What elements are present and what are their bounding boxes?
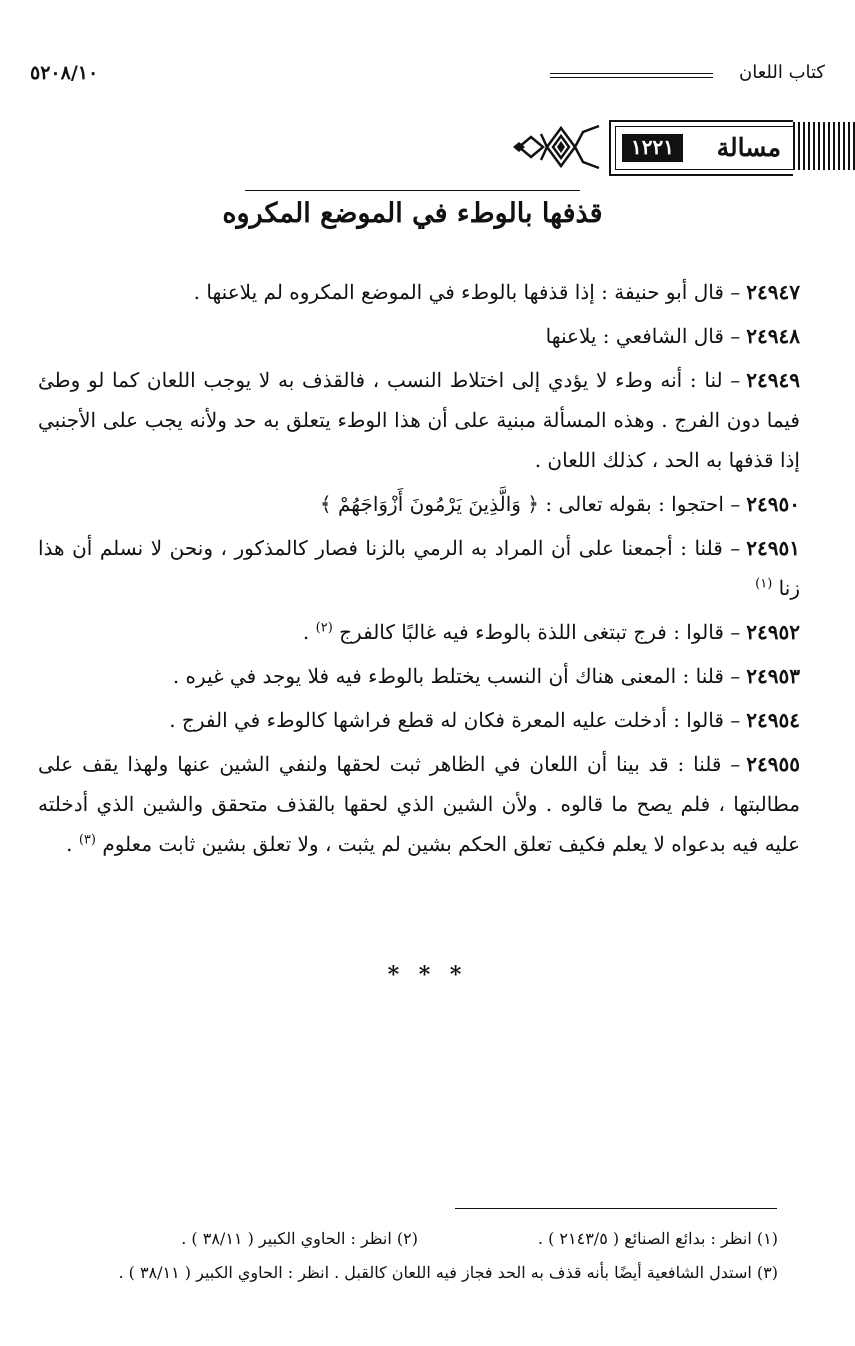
paragraph-text: – لنا : أنه وطء لا يؤدي إلى اختلاط النسب ، فالقذف به لا يوجب اللعان كما لو وطئ فيما دون الفرج . وهذه المسألة مبنية على أن هذا الوطء يتعلق به حد ولأنه يجب على الأجنبي إذا قذفها به الحد ، كذلك اللعان .	[38, 368, 800, 472]
footnote-row	[38, 1222, 778, 1256]
paragraph-number: ٢٤٩٤٧	[746, 280, 800, 304]
paragraph-text: – قلنا : المعنى هناك أن النسب يختلط بالوطء فيه فلا يوجد في غيره .	[172, 664, 741, 688]
section-separator: * * *	[387, 962, 468, 988]
footnote-2: (٢) انظر : الحاوي الكبير ( ٣٨/١١ ) .	[181, 1229, 418, 1248]
footnote-rule	[455, 1208, 777, 1209]
title-rule	[245, 190, 580, 191]
paragraph	[38, 656, 800, 696]
book-title: كتاب اللعان	[739, 62, 825, 83]
paragraph-number: ٢٤٩٥١	[746, 536, 800, 560]
footnote-reference: (١)	[755, 576, 773, 592]
chapter-title: قذفها بالوطء في الموضع المكروه	[222, 198, 603, 229]
quran-verse: ﴿ وَالَّذِينَ يَرْمُونَ أَزْوَاجَهُمْ ﴾	[319, 492, 539, 516]
paragraph	[38, 484, 800, 524]
paragraph-number: ٢٤٩٥٢	[746, 620, 800, 644]
paragraph	[38, 744, 800, 864]
paragraph	[38, 360, 800, 480]
ornament-icon	[511, 120, 611, 174]
footnote-1: (١) انظر : بدائع الصنائع ( ٢١٤٣/٥ ) .	[537, 1229, 778, 1248]
banner-stripes	[793, 122, 855, 170]
paragraph	[38, 612, 800, 652]
footnote-3: (٣) استدل الشافعية أيضًا بأنه قذف به الحد فجاز فيه اللعان كالقبل . انظر : الحاوي الكبير ( ٣٨/١١ ) .	[118, 1263, 778, 1282]
paragraph-text: – قال أبو حنيفة : إذا قذفها بالوطء في الموضع المكروه لم يلاعنها .	[193, 280, 741, 304]
footnote-reference: (٣)	[78, 832, 96, 848]
paragraph	[38, 528, 800, 608]
paragraph-text: – قلنا : قد بينا أن اللعان في الظاهر ثبت لحقها ولنفي الشين عنها ولهذا يقف على مطالبتها ، فلم يصح ما قالوه . ولأن الشين الذي لحقها بالقذف متحقق والشين الذي أدخلته عليه فيه بدعواه لا يعلم فكيف تعلق الحكم بشين لم يثبت ، ولا تعلق بشين ثابت معلوم	[38, 752, 800, 856]
main-text	[38, 272, 800, 864]
masala-number: ١٢٢١	[622, 134, 683, 162]
page-reference: ٥٢٠٨/١٠	[30, 62, 99, 84]
paragraph	[38, 700, 800, 740]
paragraph	[38, 272, 800, 312]
footnote-reference: (٢)	[315, 620, 333, 636]
paragraph-number: ٢٤٩٤٩	[746, 368, 800, 392]
paragraph-number: ٢٤٩٥٣	[746, 664, 800, 688]
footnote-row	[38, 1256, 778, 1290]
paragraph-text: – قلنا : أجمعنا على أن المراد به الرمي بالزنا فصار كالمذكور ، ونحن لا نسلم أن هذا زنا	[38, 536, 800, 600]
paragraph-number: ٢٤٩٥٠	[746, 492, 800, 516]
running-header	[30, 62, 825, 92]
banner-frame	[609, 120, 793, 176]
header-rule	[550, 73, 713, 78]
paragraph-number: ٢٤٩٥٤	[746, 708, 800, 732]
paragraph-number: ٢٤٩٥٥	[746, 752, 800, 776]
paragraph-text: – قالوا : أدخلت عليه المعرة فكان له قطع فراشها كالوطء في الفرج .	[169, 708, 741, 732]
paragraph	[38, 316, 800, 356]
footnotes	[38, 1222, 778, 1290]
masala-banner	[0, 120, 855, 180]
paragraph-tail: .	[302, 620, 316, 644]
masala-label: مسالة	[716, 133, 781, 162]
paragraph-text: – احتجوا : بقوله تعالى :	[545, 492, 741, 516]
paragraph-tail: .	[66, 832, 79, 856]
paragraph-number: ٢٤٩٤٨	[746, 324, 800, 348]
paragraph-text: – قالوا : فرج تبتغى اللذة بالوطء فيه غالبًا كالفرج	[339, 620, 741, 644]
paragraph-text: – قال الشافعي : يلاعنها	[545, 324, 741, 348]
